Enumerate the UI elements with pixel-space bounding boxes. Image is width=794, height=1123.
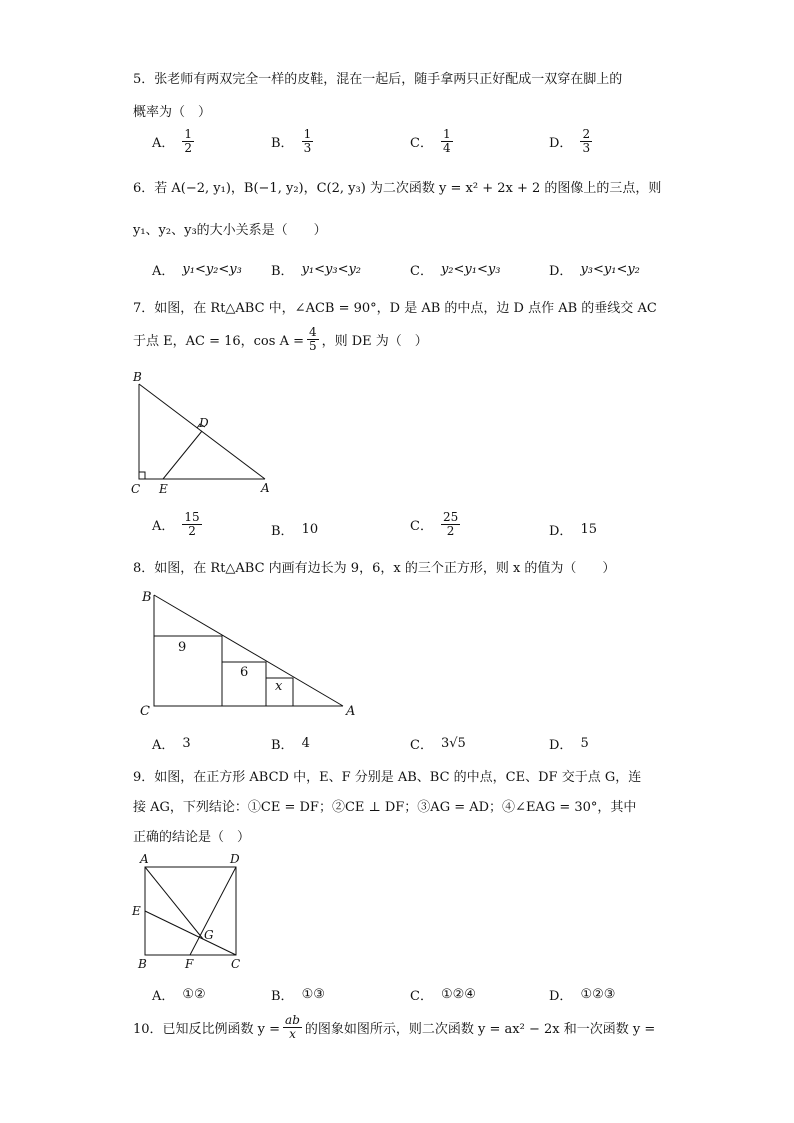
option-text: 5 bbox=[580, 736, 589, 751]
q9-stem-line2: 接 AG，下列结论：①CE = DF；②CE ⊥ DF；③AG = AD；④∠EAG = 30°，其中 bbox=[133, 800, 637, 815]
option-text: 15 bbox=[580, 522, 597, 537]
q5-option-a bbox=[152, 128, 194, 154]
option-label: C． bbox=[410, 989, 433, 1004]
option-label: B． bbox=[271, 135, 294, 151]
option-label: A． bbox=[152, 518, 175, 534]
q7-option-b bbox=[271, 520, 318, 539]
q9-option-d bbox=[549, 985, 615, 1004]
q8-option-b bbox=[271, 734, 310, 753]
q9-option-b bbox=[271, 985, 325, 1004]
q6-option-c bbox=[410, 260, 500, 279]
q6-option-b bbox=[271, 260, 361, 279]
option-label: B． bbox=[271, 989, 294, 1004]
option-text: 3√5 bbox=[440, 736, 466, 751]
vertex-label-d: D bbox=[230, 852, 240, 866]
option-label: C． bbox=[410, 738, 433, 753]
q8-stem-line1: 8．如图，在 Rt△ABC 内画有边长为 9，6，x 的三个正方形，则 x 的值为（ ） bbox=[133, 561, 616, 576]
q9-option-c bbox=[410, 985, 476, 1004]
q8-option-a bbox=[152, 734, 191, 753]
option-label: B． bbox=[271, 738, 294, 753]
option-label: D． bbox=[549, 738, 573, 753]
option-label: A． bbox=[152, 264, 175, 279]
option-label: A． bbox=[152, 989, 175, 1004]
q5-option-b bbox=[271, 128, 313, 154]
option-label: B． bbox=[271, 524, 294, 539]
q7-stem-line1: 7．如图，在 Rt△ABC 中，∠ACB = 90°，D 是 AB 的中点，边 D 点作 AB 的垂线交 AC bbox=[133, 301, 657, 316]
vertex-label-a: A bbox=[261, 481, 270, 495]
fraction: $\frac{25}{2}$ bbox=[442, 510, 459, 538]
vertex-label-b: B bbox=[142, 590, 152, 605]
q9-stem-line3: 正确的结论是（ ） bbox=[133, 830, 251, 845]
ab-over-x-fraction: $\frac{ab}{x}$ bbox=[285, 1013, 300, 1041]
option-label: D． bbox=[549, 524, 573, 539]
option-label: C． bbox=[410, 135, 433, 151]
cos-fraction: $\frac{4}{5}$ bbox=[308, 325, 317, 353]
q5-option-d bbox=[549, 128, 592, 154]
q6-option-a bbox=[152, 260, 242, 279]
option-text: ①② bbox=[182, 987, 206, 1002]
fraction: $\frac{1}{2}$ bbox=[184, 127, 193, 155]
option-label: D． bbox=[549, 264, 573, 279]
option-text: y₁<y₃<y₂ bbox=[301, 262, 362, 277]
fraction: $\frac{1}{3}$ bbox=[303, 127, 312, 155]
q7-option-a bbox=[152, 511, 202, 537]
fraction: $\frac{2}{3}$ bbox=[582, 127, 591, 155]
square-label-x: x bbox=[275, 679, 283, 694]
option-text: ①②③ bbox=[580, 987, 616, 1002]
q6-option-d bbox=[549, 260, 640, 279]
q7-option-c bbox=[410, 511, 460, 537]
fraction: $\frac{15}{2}$ bbox=[184, 510, 200, 538]
option-text: y₃<y₁<y₂ bbox=[580, 262, 640, 277]
vertex-label-g: G bbox=[204, 928, 214, 942]
q7-triangle-figure bbox=[125, 368, 285, 500]
option-text: 10 bbox=[301, 522, 319, 537]
option-label: C． bbox=[410, 264, 433, 279]
option-label: A． bbox=[152, 135, 175, 151]
vertex-label-e: E bbox=[159, 482, 168, 496]
q10-text-a: 10．已知反比例函数 y = bbox=[133, 1021, 281, 1037]
option-label: A． bbox=[152, 738, 175, 753]
q10-text-b: 的图象如图所示，则二次函数 y = ax² − 2x 和一次函数 y = bbox=[304, 1021, 656, 1037]
q5-option-c bbox=[410, 128, 453, 154]
vertex-label-a: A bbox=[140, 852, 149, 866]
option-label: C． bbox=[410, 518, 433, 534]
option-text: y₁<y₂<y₃ bbox=[182, 262, 242, 277]
option-label: D． bbox=[549, 135, 573, 151]
q9-stem-line1: 9．如图，在正方形 ABCD 中，E、F 分别是 AB、BC 的中点，CE、DF 交于点 G，连 bbox=[133, 770, 642, 785]
q6-stem-line1: 6．若 A(−2, y₁)，B(−1, y₂)，C(2, y₃) 为二次函数 y = x² + 2x + 2 的图像上的三点，则 bbox=[133, 181, 662, 196]
q6-stem-line2: y₁、y₂、y₃的大小关系是（ ） bbox=[133, 223, 327, 238]
vertex-label-c: C bbox=[231, 957, 241, 971]
vertex-label-b: B bbox=[133, 370, 142, 384]
q5-stem-line2: 概率为（ ） bbox=[133, 105, 212, 120]
q8-option-c bbox=[410, 734, 466, 753]
q8-option-d bbox=[549, 734, 589, 753]
option-text: y₂<y₁<y₃ bbox=[440, 262, 501, 277]
vertex-label-a: A bbox=[346, 704, 356, 719]
q7-option-d bbox=[549, 520, 597, 539]
fraction: $\frac{1}{4}$ bbox=[442, 127, 451, 155]
vertex-label-f: F bbox=[185, 957, 194, 971]
q7-line2-text-b: ，则 DE 为（ ） bbox=[321, 333, 428, 349]
option-label: D． bbox=[549, 989, 573, 1004]
vertex-label-b: B bbox=[138, 957, 147, 971]
vertex-label-c: C bbox=[140, 704, 150, 719]
option-text: ①②④ bbox=[440, 987, 476, 1002]
square-label-9: 9 bbox=[178, 640, 187, 655]
square-label-6: 6 bbox=[240, 665, 249, 680]
q5-stem-line1: 5．张老师有两双完全一样的皮鞋，混在一起后，随手拿两只正好配成一双穿在脚上的 bbox=[133, 72, 623, 87]
option-text: 4 bbox=[301, 736, 310, 751]
q8-squares-figure bbox=[133, 585, 365, 721]
vertex-label-e: E bbox=[132, 904, 141, 918]
option-label: B． bbox=[271, 264, 294, 279]
q7-stem-line2 bbox=[133, 326, 428, 352]
q9-option-a bbox=[152, 985, 206, 1004]
q7-line2-text-a: 于点 E，AC = 16，cos A = bbox=[133, 333, 304, 349]
option-text: 3 bbox=[182, 736, 191, 751]
option-text: ①③ bbox=[301, 987, 325, 1002]
q9-square-figure bbox=[130, 850, 254, 974]
q10-stem-line1 bbox=[133, 1014, 655, 1040]
vertex-label-c: C bbox=[131, 482, 141, 496]
vertex-label-d: D bbox=[199, 416, 209, 430]
